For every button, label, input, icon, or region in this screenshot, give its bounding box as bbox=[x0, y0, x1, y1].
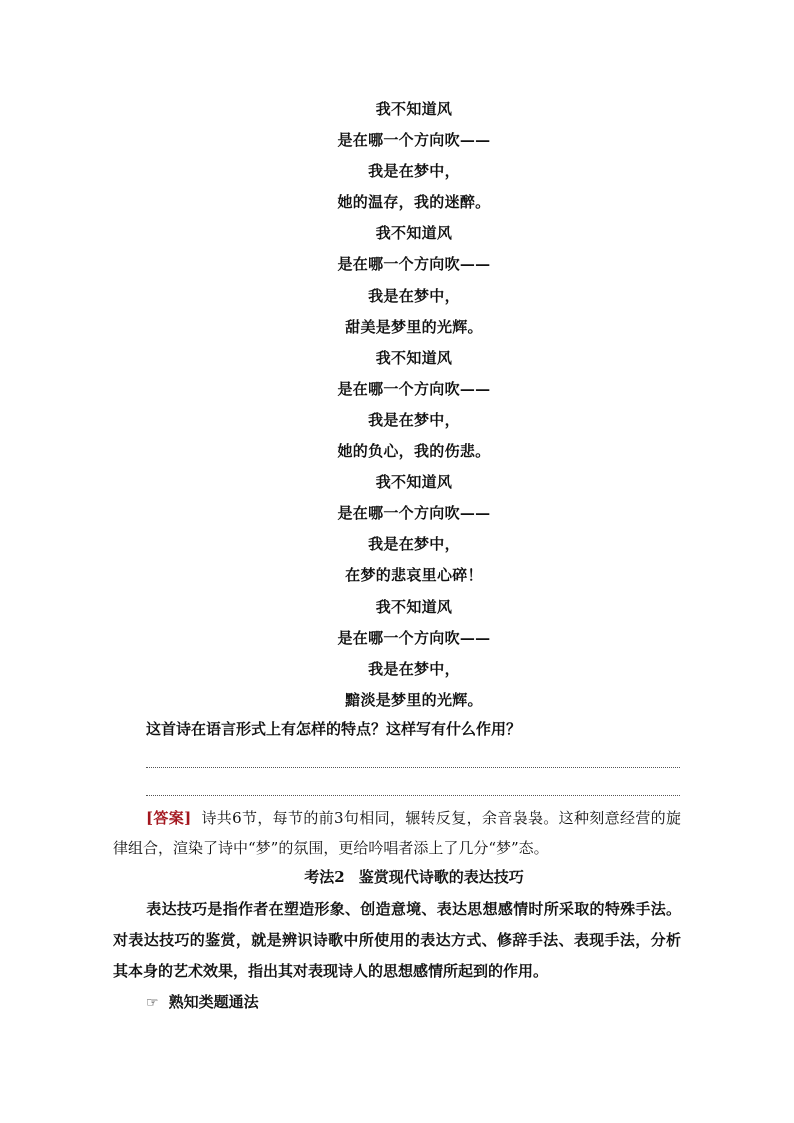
poem-line: 我不知道风 bbox=[375, 348, 453, 367]
poem-line: 我不知道风 bbox=[375, 473, 453, 492]
poem-line: 是在哪一个方向吹—— bbox=[337, 131, 491, 150]
poem-line: 是在哪一个方向吹—— bbox=[337, 255, 491, 274]
section-title: 鉴赏现代诗歌的表达技巧 bbox=[358, 868, 524, 886]
section-number: 考法2 bbox=[304, 868, 345, 886]
tip-heading bbox=[146, 991, 259, 1012]
poem-line: 我不知道风 bbox=[375, 100, 453, 118]
tip-label: 熟知类题通法 bbox=[168, 993, 259, 1011]
poem-line: 在梦的悲哀里心碎！ bbox=[345, 566, 483, 585]
poem-line: 我是在梦中， bbox=[368, 286, 460, 305]
poem-line: 是在哪一个方向吹—— bbox=[337, 504, 491, 523]
pointing-hand-icon: ☞ bbox=[146, 995, 159, 1011]
poem-line: 她的负心，我的伤悲。 bbox=[337, 442, 491, 461]
explanation-paragraph bbox=[113, 894, 681, 987]
poem-line: 她的温存，我的迷醉。 bbox=[337, 193, 491, 212]
section-heading bbox=[0, 866, 794, 887]
answer-line-1[interactable] bbox=[146, 767, 680, 768]
poem-line: 我不知道风 bbox=[375, 224, 453, 243]
explanation-text: 表达技巧是指作者在塑造形象、创造意境、表达思想感情时所采取的特殊手法。对表达技巧的鉴赏，就是辨识诗歌中所使用的表达方式、修辞手法、表现手法，分析其本身的艺术效果，指出其对表现诗人的思想感情所起到的作用。 bbox=[113, 900, 681, 980]
poem-line: 是在哪一个方向吹—— bbox=[337, 628, 491, 647]
poem-line: 黯淡是梦里的光辉。 bbox=[345, 690, 483, 709]
answer-text: 诗共6节，每节的前3句相同，辗转反复，余音袅袅。这种刻意经营的旋律组合，渲染了诗中“梦”的氛围，更给吟唱者添上了几分“梦”态。 bbox=[113, 809, 681, 857]
poem-line: 我是在梦中， bbox=[368, 535, 460, 554]
poem bbox=[0, 94, 794, 716]
question-text: 这首诗在语言形式上有怎样的特点？这样写有什么作用？ bbox=[146, 720, 522, 738]
poem-line: 我是在梦中， bbox=[368, 410, 460, 429]
poem-line: 我是在梦中， bbox=[368, 162, 460, 181]
poem-line: 甜美是梦里的光辉。 bbox=[345, 317, 483, 336]
poem-line: 是在哪一个方向吹—— bbox=[337, 379, 491, 398]
poem-line: 我是在梦中， bbox=[368, 659, 460, 678]
answer-line-2[interactable] bbox=[146, 795, 680, 796]
poem-line: 我不知道风 bbox=[375, 597, 453, 616]
answer-block bbox=[113, 803, 681, 863]
answer-tag: [答案] bbox=[146, 809, 192, 827]
